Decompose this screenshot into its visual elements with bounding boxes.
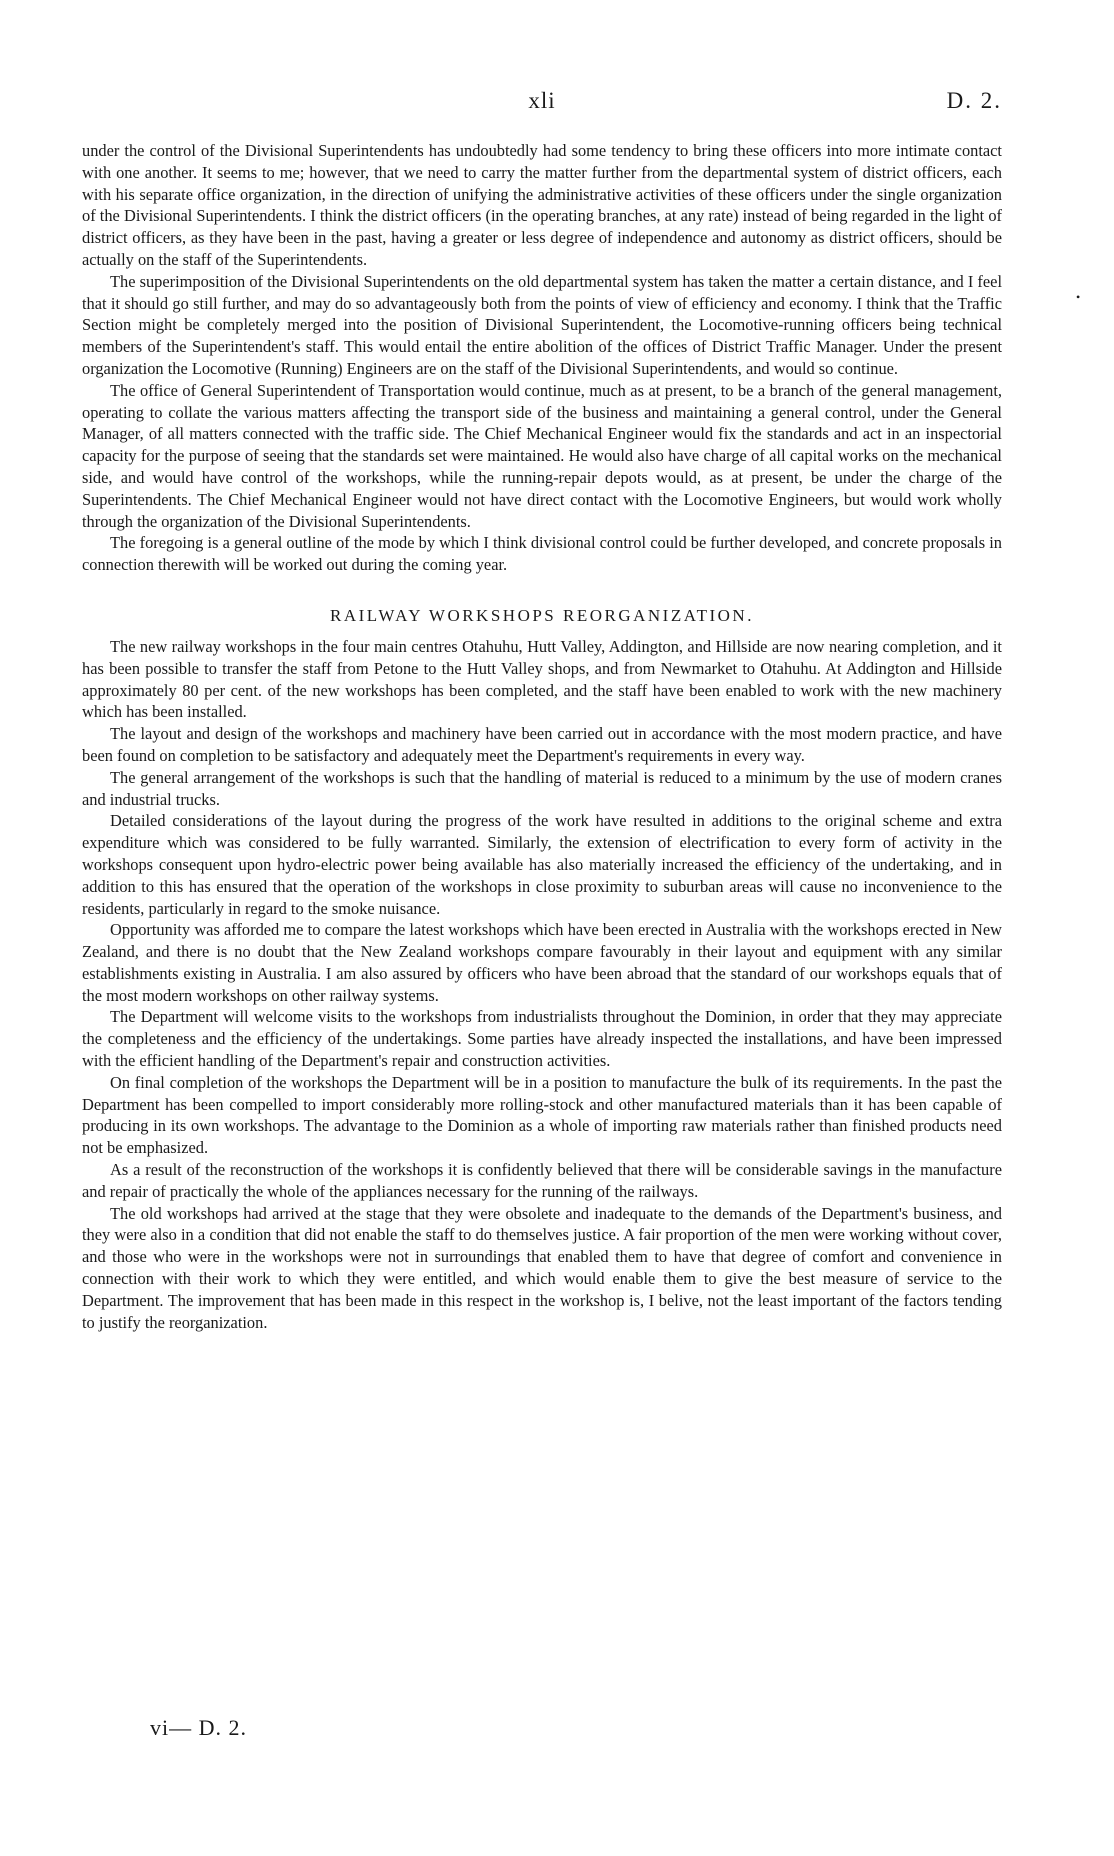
signature-mark: vi— D. 2. bbox=[150, 1715, 247, 1740]
paragraph: The foregoing is a general outline of the mode by which I think divisional control could be further developed, and concrete proposals in connection therewith will be worked out during the coming year. bbox=[82, 533, 1002, 575]
paragraph: The office of General Superintendent of Transportation would continue, much as at present, to be a branch of the general management, operating to collate the various matters affecting the transport side of the business and maintaining a general control, under the General Manager, of all matters connected with the traffic side. The Chief Mechanical Engineer would fix the standards and act in an inspectorial capacity for the purpose of seeing that the standards set were maintained. He would also have charge of all capital works on the mechanical side, and would have control of the workshops, while the running-repair depots would, as at present, be under the charge of the Superintendents. The Chief Mechanical Engineer would not have direct contact with the Locomotive Engineers, but would work wholly through the organization of the Divisional Superintendents. bbox=[82, 380, 1002, 531]
paragraph: Detailed considerations of the layout during the progress of the work have resulted in additions to the original scheme and extra expenditure which was considered to be fully warranted. Similarly, the extension of electrification to every form of activity in the workshops consequent upon hydro-electric power being available has also materially increased the efficiency of the undertaking, and in addition to this has ensured that the operation of the workshops in close proximity to suburban areas will cause no inconvenience to the residents, particularly in regard to the smoke nuisance. bbox=[82, 811, 1002, 918]
document-code: D. 2. bbox=[946, 88, 1002, 113]
paragraph: The new railway workshops in the four main centres Otahuhu, Hutt Valley, Addington, and Hillside are now nearing completion, and it has been possible to transfer the staff from Petone to the Hutt Valley shops, and from Newmarket to Otahuhu. At Addington and Hillside approximately 80 per cent. of the new workshops has been completed, and the staff have been enabled to work with the new machinery which has been installed. bbox=[82, 636, 1002, 722]
page-header bbox=[82, 88, 1002, 128]
paragraph: The layout and design of the workshops and machinery have been carried out in accordance with the most modern practice, and have been found on completion to be satisfactory and adequately meet the Department's requirements in every way. bbox=[82, 724, 1002, 765]
paragraph: The Department will welcome visits to the workshops from industrialists throughout the Dominion, in order that they may appreciate the completeness and the efficiency of the undertakings. Some parties have already inspected the installations, and have been impressed with the efficient handling of the Department's repair and construction activities. bbox=[82, 1007, 1002, 1071]
margin-dot-icon: • bbox=[1076, 290, 1081, 304]
paragraph: The old workshops had arrived at the stage that they were obsolete and inadequate to the demands of the Department's business, and they were also in a condition that did not enable the staff to do themselves justice. A fair proportion of the men were working without cover, and those who were in the workshops were not in surroundings that enabled them to have that degree of comfort and convenience in connection with their work to which they were entitled, and which would enable them to give the best measure of service to the Department. The improvement that has been made in this respect in the workshop is, I belive, not the least important of the factors tending to justify the reorganization. bbox=[82, 1203, 1002, 1332]
paragraph: Opportunity was afforded me to compare the latest workshops which have been erected in Australia with the workshops erected in New Zealand, and there is no doubt that the New Zealand workshops compare favourably in their layout and equipment with any similar establishments existing in Australia. I am also assured by officers who have been abroad that the standard of our workshops equals that of the most modern workshops on other railway systems. bbox=[82, 920, 1002, 1005]
paragraph: The general arrangement of the workshops is such that the handling of material is reduced to a minimum by the use of modern cranes and industrial trucks. bbox=[82, 767, 1002, 809]
paragraph: On final completion of the workshops the Department will be in a position to manufacture the bulk of its requirements. In the past the Department has been compelled to import considerably more rolling-stock and other manufactured materials than it has been capable of producing in its own workshops. The advantage to the Dominion as a whole of importing raw materials rather than finished products need not be emphasized. bbox=[82, 1072, 1002, 1158]
page-body bbox=[82, 140, 1002, 1333]
paragraph: The superimposition of the Divisional Superintendents on the old departmental system has taken the matter a certain distance, and I feel that it should go still further, and may do so advantageously both from the points of view of efficiency and economy. I think that the Traffic Section might be completely merged into the position of Divisional Superintendent, the Locomotive-running officers being technical members of the Superintendent's staff. This would entail the entire abolition of the offices of District Traffic Manager. Under the present organization the Locomotive (Running) Engineers are on the staff of the Divisional Superintendents, and would so continue. bbox=[82, 271, 1002, 378]
page-numeral: xli bbox=[528, 88, 556, 113]
paragraph: As a result of the reconstruction of the workshops it is confidently believed that there will be considerable savings in the manufacture and repair of practically the whole of the appliances necessary for the running of the railways. bbox=[82, 1160, 1002, 1201]
paragraph: under the control of the Divisional Superintendents has undoubtedly had some tendency to bring these officers into more intimate contact with one another. It seems to me; however, that we need to carry the matter further from the departmental system of district officers, each with his separate office organization, in the direction of unifying the administrative activities of these officers under the single organization of the Divisional Superintendents. I think the district officers (in the operating branches, at any rate) instead of being regarded in the light of district officers, as they have been in the past, having a greater or less degree of independence and autonomy as district officers, should be actually on the staff of the Superintendents. bbox=[82, 141, 1002, 269]
section-heading: RAILWAY WORKSHOPS REORGANIZATION. bbox=[330, 605, 754, 625]
